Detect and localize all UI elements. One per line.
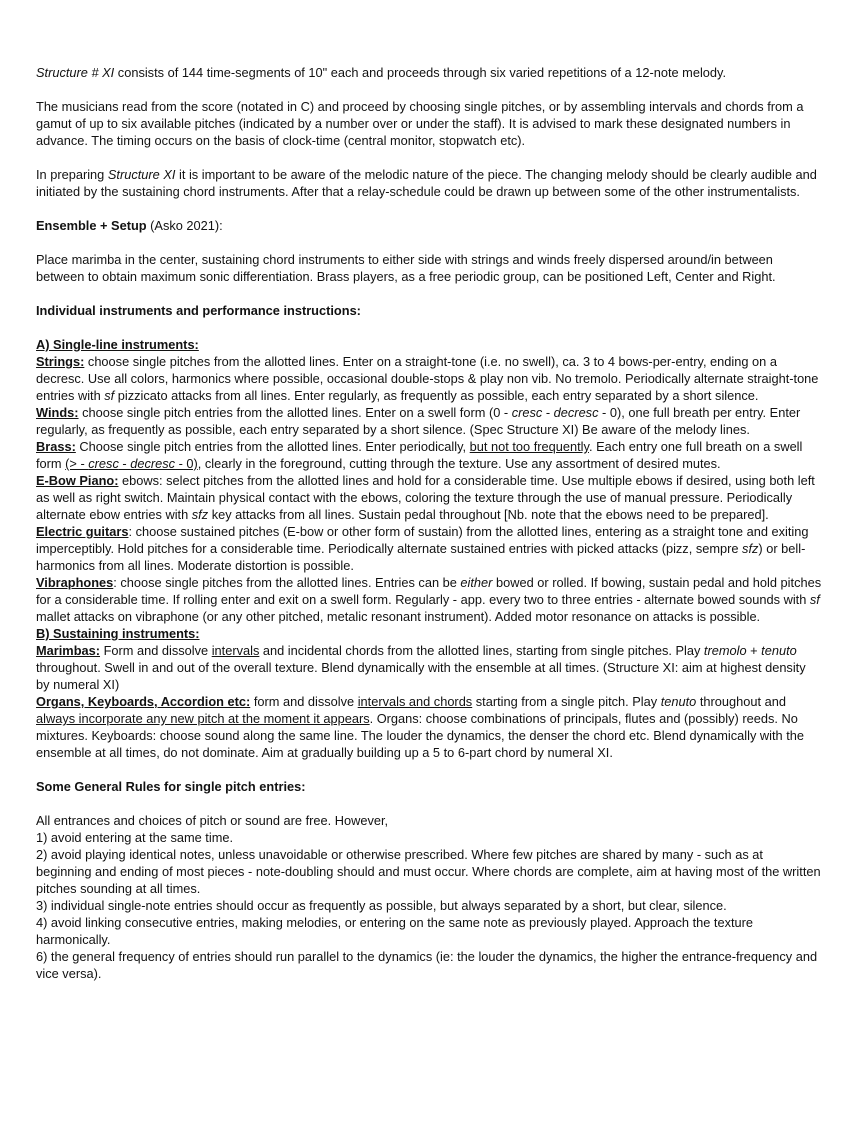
intro-paragraph — [36, 64, 822, 81]
brass-paragraph — [36, 438, 822, 472]
text-run: but not too frequently — [469, 439, 589, 454]
text-run: throughout. Swell in and out of the overall texture. Blend dynamically with the ensemble at all times. (Structure XI: aim at highest density by numeral XI) — [36, 660, 806, 692]
text-run: Electric guitars — [36, 524, 129, 539]
text-run: Form and dissolve — [100, 643, 212, 658]
text-run: , clearly in the foreground, cutting through the texture. Use any assortment of desired mutes. — [197, 456, 721, 471]
instructions-heading — [36, 302, 822, 319]
text-run: Vibraphones — [36, 575, 114, 590]
text-run: Individual instruments and performance instructions: — [36, 303, 361, 318]
text-run: : choose sustained pitches (E-bow or other form of sustain) from the allotted lines, entering as a straight tone and exiting imperceptibly. Hold pitches for a considerable time. Periodically alternate sustained entries with picked attacks (pizz, sempre — [36, 524, 809, 556]
text-run: Some General Rules for single pitch entries: — [36, 779, 306, 794]
text-run: sf — [809, 592, 820, 607]
rule-3 — [36, 897, 822, 914]
text-run: it is important to be aware of the melodic nature of the piece. The changing melody should be clearly audible and initiated by the sustaining chord instruments. After that a relay-schedule could be drawn up between some of the other instrumentalists. — [36, 167, 817, 199]
text-run: cresc — [511, 405, 543, 420]
text-run: always incorporate any new pitch at the moment it appears — [36, 711, 370, 726]
text-run: - — [118, 456, 131, 471]
text-run: 2) avoid playing identical notes, unless unavoidable or otherwise prescribed. Where few pitches are shared by many - such as at beginning and ending of most pieces - note-doubling should and must occur. Where chords are complete, aim at having most of the written pitches sounding at all times. — [36, 847, 821, 896]
text-run: (Asko 2021): — [146, 218, 223, 233]
text-run: Strings: — [36, 354, 85, 369]
text-run: pizzicato attacks from all lines. Enter regularly, as frequently as possible, each entry separated by a short silence. — [114, 388, 759, 403]
text-run: choose single pitch entries from the allotted lines. Enter on a swell form (0 - — [78, 405, 512, 420]
ensemble-setup-heading — [36, 217, 822, 234]
text-run: key attacks from all lines. Sustain pedal throughout [Nb. note that the ebows need to be prepared]. — [208, 507, 769, 522]
text-run: 6) the general frequency of entries should run parallel to the dynamics (ie: the louder the dynamics, the higher the entrance-frequency and vice versa). — [36, 949, 818, 981]
rule-6 — [36, 948, 822, 982]
text-run: (> - — [65, 456, 89, 471]
text-run: B) Sustaining instruments: — [36, 626, 200, 641]
text-run: The musicians read from the score (notated in C) and proceed by choosing single pitches, or by assembling intervals and chords from a gamut of up to six available pitches (indicated by a number over or under the staff). It is advised to mark these designated numbers in advance. The timing occurs on the basis of clock-time (central monitor, stopwatch etc). — [36, 99, 804, 148]
text-run: A) Single-line instruments: — [36, 337, 199, 352]
text-run: mallet attacks on vibraphone (or any other pitched, metalic resonant instrument). Added motor resonance on attacks is possible. — [36, 609, 761, 624]
marimbas-paragraph — [36, 642, 822, 693]
text-run: - — [542, 405, 554, 420]
text-run: 4) avoid linking consecutive entries, making melodies, or entering on the same note as previously played. Approach the texture harmonically. — [36, 915, 754, 947]
text-run: either — [460, 575, 493, 590]
general-rules-heading — [36, 778, 822, 795]
section-a-heading — [36, 336, 822, 353]
text-run: . Each entry one full breath on a swell form — [36, 439, 803, 471]
text-run: sfz — [742, 541, 759, 556]
text-run: Structure # XI — [36, 65, 115, 80]
text-run: intervals — [211, 643, 260, 658]
text-run: sfz — [191, 507, 209, 522]
text-run: starting from a single pitch. Play — [472, 694, 661, 709]
text-run: Structure XI — [107, 167, 176, 182]
text-run: - 0), one full breath per entry. Enter regularly, as frequently as possible, each entry separated by a short silence. (Spec Structure XI) Be aware of the melody lines. — [36, 405, 801, 437]
text-run: Brass: — [36, 439, 76, 454]
ebow-piano-paragraph — [36, 472, 822, 523]
text-run: decresc — [130, 456, 176, 471]
text-run: E-Bow Piano: — [36, 473, 119, 488]
strings-paragraph — [36, 353, 822, 404]
text-run: . Organs: choose combinations of principals, flutes and (possibly) reeds. No mixtures. Keyboards: choose sound along the same line. The louder the dynamics, the denser the chord etc. Blend dynamically with the ensemble at all times, do not dominate. Aim at gradually building up a 5 to 6-part chord by numeral XI. — [36, 711, 805, 760]
text-run: 1) avoid entering at the same time. — [36, 830, 234, 845]
text-run: form and dissolve — [250, 694, 358, 709]
text-run: All entrances and choices of pitch or sound are free. However, — [36, 813, 389, 828]
text-run: In preparing — [36, 167, 108, 182]
text-run: : choose single pitches from the allotted lines. Entries can be — [113, 575, 461, 590]
text-run: cresc — [88, 456, 119, 471]
rule-1 — [36, 829, 822, 846]
text-run: + — [746, 643, 762, 658]
text-run: ebows: select pitches from the allotted lines and hold for a considerable time. Use multiple ebows if desired, using both left as well as right switch. Maintain physical contact with the ebows, coloring the texture through the use of manual pressure. Periodically alternate ebow entries with — [36, 473, 815, 522]
winds-paragraph — [36, 404, 822, 438]
organs-keyboards-paragraph — [36, 693, 822, 761]
text-run: sf — [104, 388, 115, 403]
text-run: Winds: — [36, 405, 79, 420]
text-run: tenuto — [761, 643, 797, 658]
text-run: Choose single pitch entries from the allotted lines. Enter periodically, — [75, 439, 470, 454]
text-run: tenuto — [660, 694, 697, 709]
text-run: ) or bell-harmonics from all lines. Moderate distortion is possible. — [36, 541, 806, 573]
section-b-heading — [36, 625, 822, 642]
setup-paragraph — [36, 251, 822, 285]
rule-4 — [36, 914, 822, 948]
text-run: bowed or rolled. If bowing, sustain pedal and hold pitches for a considerable time. If rolling enter and exit on a swell form. Regularly - app. every two to three entries - alternate bowed sounds with — [36, 575, 822, 607]
text-run: throughout and — [696, 694, 786, 709]
vibraphones-paragraph — [36, 574, 822, 625]
text-run: tremolo — [703, 643, 747, 658]
text-run: 3) individual single-note entries should occur as frequently as possible, but always separated by a short, but clear, silence. — [36, 898, 727, 913]
score-paragraph — [36, 98, 822, 149]
text-run: Place marimba in the center, sustaining chord instruments to either side with strings and winds freely dispersed around/in between between to obtain maximum sonic differentiation. Brass players, as a free periodic group, can be positioned Left, Center and Right. — [36, 252, 776, 284]
text-run: Ensemble + Setup — [36, 218, 147, 233]
text-run: consists of 144 time-segments of 10" each and proceeds through six varied repetitions of a 12-note melody. — [114, 65, 727, 80]
document-content — [36, 64, 822, 982]
text-run: intervals and chords — [357, 694, 473, 709]
text-run: - 0) — [175, 456, 198, 471]
text-run: decresc — [553, 405, 599, 420]
rule-2 — [36, 846, 822, 897]
text-run: choose single pitches from the allotted lines. Enter on a straight-tone (i.e. no swell), ca. 3 to 4 bows-per-entry, ending on a decresc. Use all colors, harmonics where possible, occasional double-stops & play non vib. No tremolo. Periodically alternate straight-tone entries with — [36, 354, 819, 403]
text-run: and incidental chords from the allotted lines, starting from single pitches. Play — [259, 643, 704, 658]
text-run: Marimbas: — [36, 643, 101, 658]
electric-guitars-paragraph — [36, 523, 822, 574]
preparation-paragraph — [36, 166, 822, 200]
text-run: Organs, Keyboards, Accordion etc: — [36, 694, 251, 709]
rules-intro-line — [36, 812, 822, 829]
